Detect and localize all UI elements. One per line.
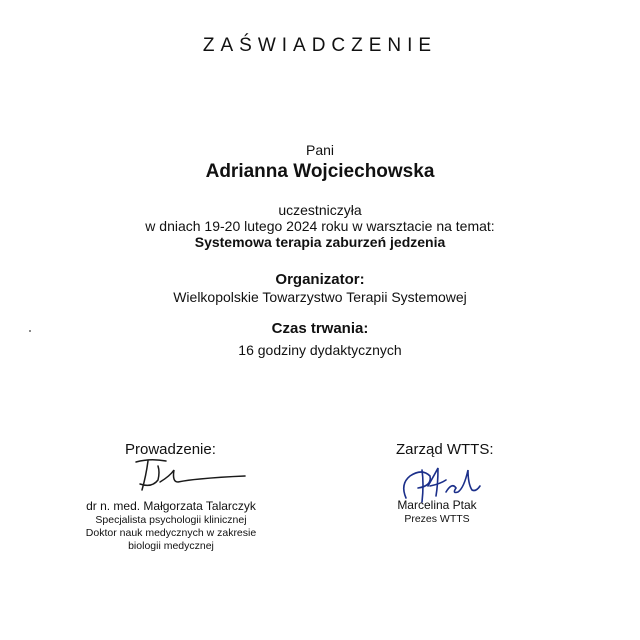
logo-fragment	[270, 0, 370, 10]
left-signatory-title-2: Doktor nauk medycznych w zakresie	[85, 527, 257, 540]
right-signatory-title-1: Prezes WTTS	[404, 513, 470, 525]
right-signature-heading: Zarząd WTTS:	[396, 441, 494, 458]
workshop-topic: Systemowa terapia zaburzeń jedzenia	[194, 234, 446, 250]
organizer-value: Wielkopolskie Towarzystwo Terapii Systemowej	[173, 289, 467, 305]
scan-speck	[29, 330, 31, 332]
duration-label: Czas trwania:	[271, 320, 369, 337]
participation-line-2: w dniach 19-20 lutego 2024 roku w warsztacie na temat:	[145, 218, 495, 234]
left-signature-heading: Prowadzenie:	[125, 441, 216, 458]
organizer-label: Organizator:	[275, 271, 365, 288]
document-title: ZAŚWIADCZENIE	[202, 35, 438, 56]
right-signatory	[372, 498, 502, 526]
recipient-name: Adrianna Wojciechowska	[205, 161, 435, 182]
right-signatory-name: Marcelina Ptak	[397, 498, 477, 512]
left-signatory-name: dr n. med. Małgorzata Talarczyk	[86, 499, 256, 513]
left-signatory-title-3: biologii medycznej	[128, 540, 214, 553]
participation-line-1: uczestniczyła	[278, 202, 362, 218]
duration-value: 16 godziny dydaktycznych	[238, 342, 402, 358]
left-signatory-title-1: Specjalista psychologii klinicznej	[95, 514, 247, 526]
left-signatory	[40, 499, 302, 553]
left-handwritten-signature	[130, 452, 250, 500]
salutation: Pani	[305, 142, 335, 158]
